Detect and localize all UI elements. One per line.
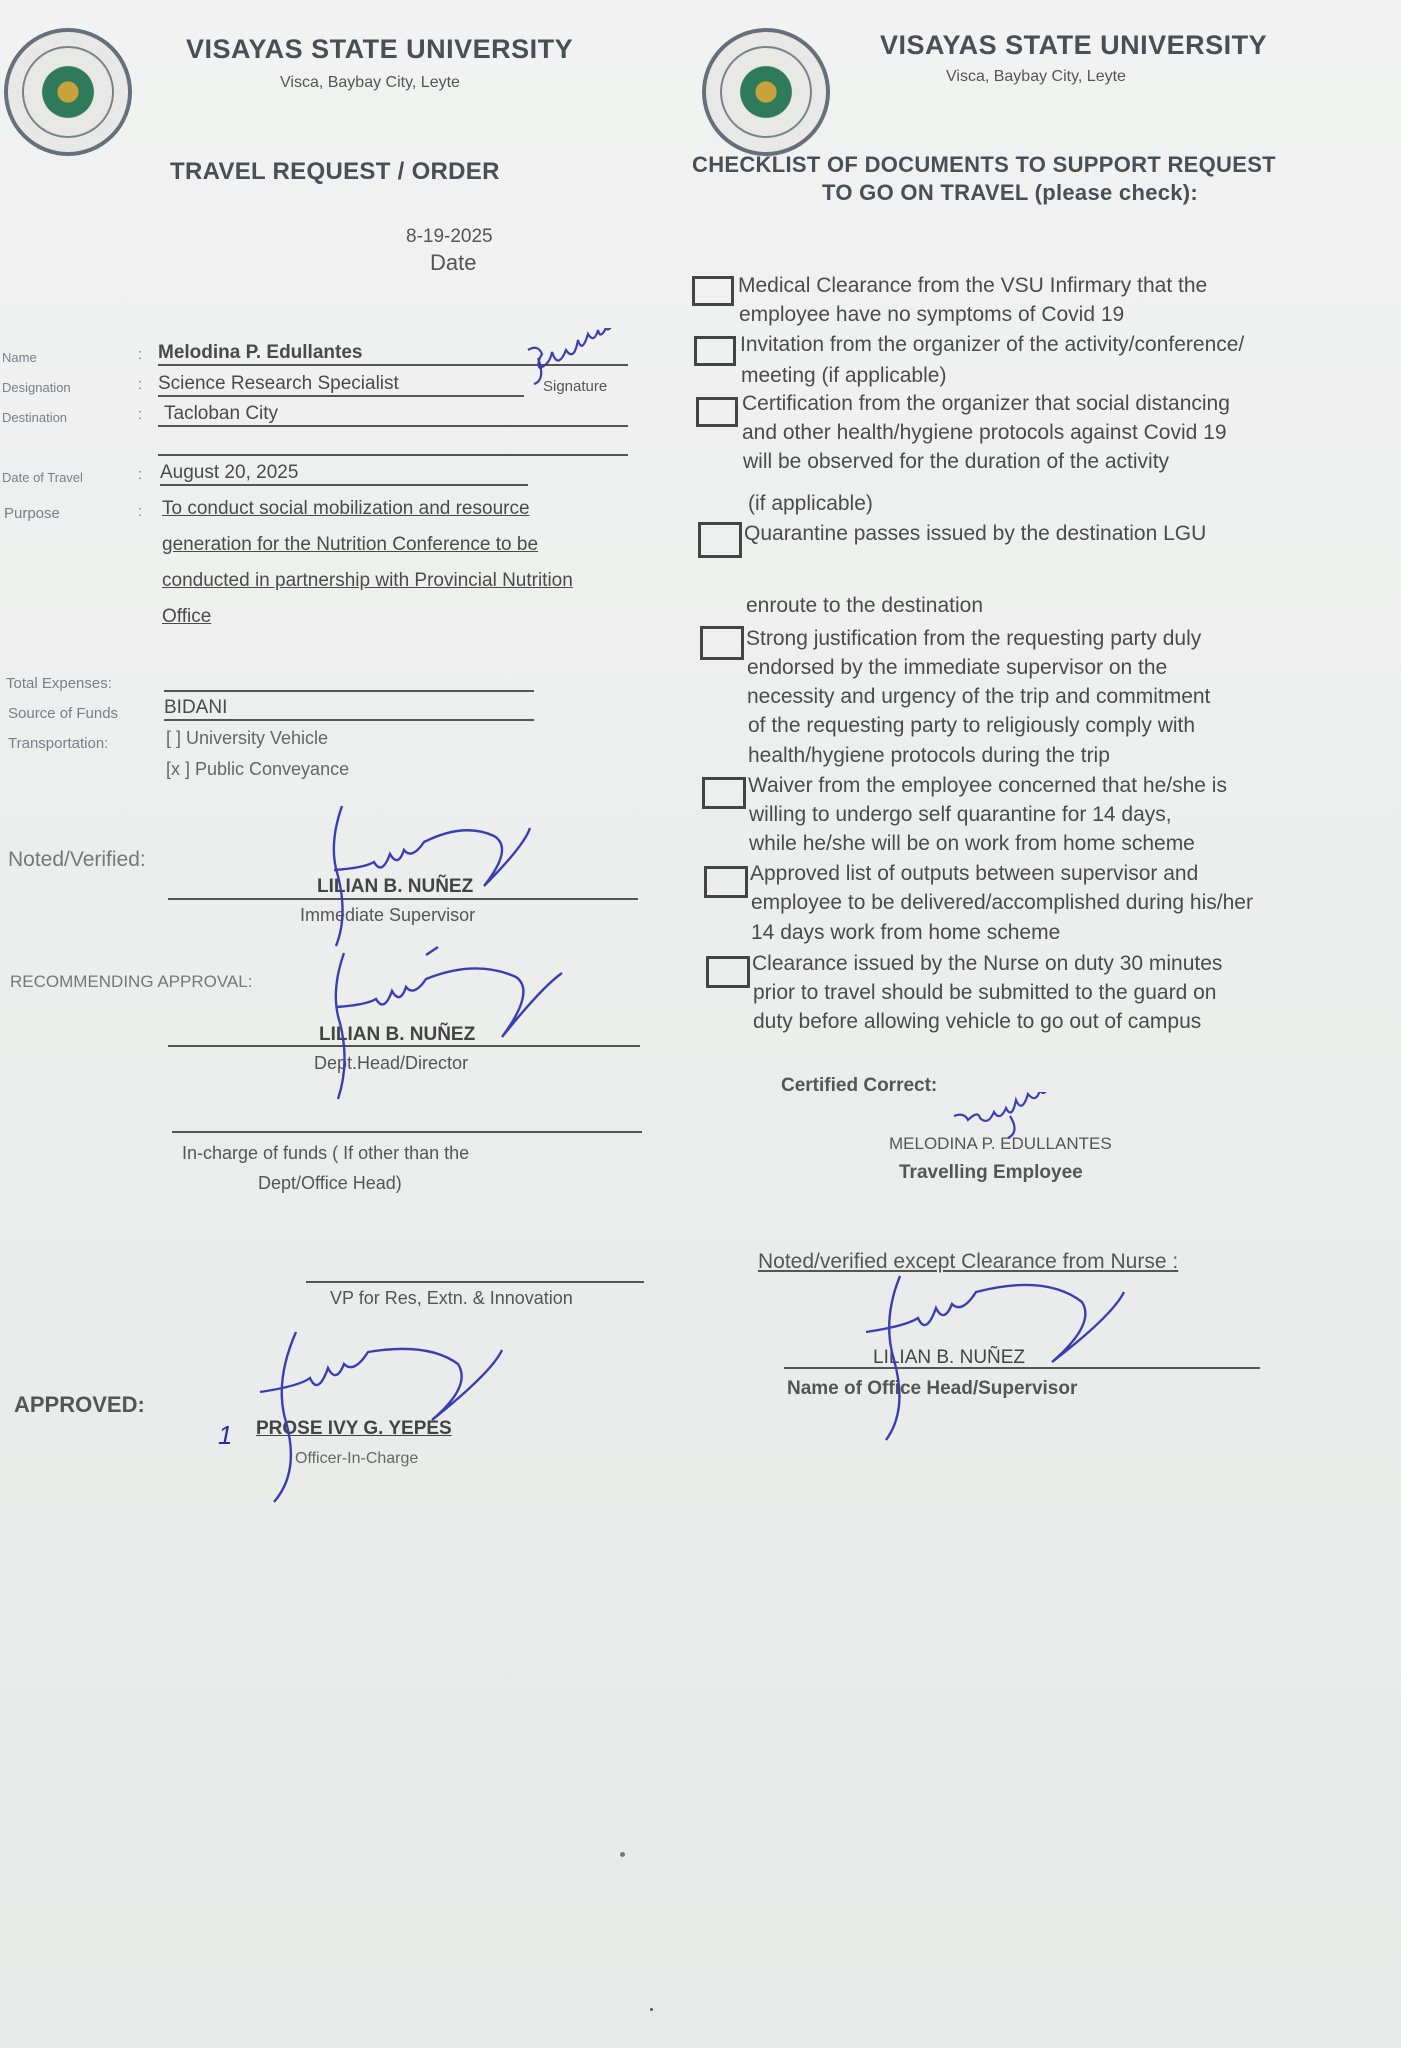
vp-title: VP for Res, Extn. & Innovation [330, 1288, 573, 1308]
total-expenses-label: Total Expenses: [6, 675, 112, 692]
purpose-line-1: To conduct social mobilization and resource [162, 498, 530, 519]
form-title: TRAVEL REQUEST / ORDER [170, 158, 500, 185]
designation-value: Science Research Specialist [158, 373, 524, 397]
noted-verified-except-label: Noted/verified except Clearance from Nurse : [758, 1250, 1179, 1273]
checklist-item-3-line-2: and other health/hygiene protocols against Covid 19 [742, 421, 1227, 444]
vp-sign-line [306, 1281, 644, 1283]
name-value: Melodina P. Edullantes [158, 342, 628, 366]
transport-option-public: [x ] Public Conveyance [166, 759, 350, 779]
checklist-item-6-line-2: willing to undergo self quarantine for 14 days, [749, 803, 1172, 826]
checklist-item-5-line-3: necessity and urgency of the trip and commitment [747, 685, 1211, 708]
supervisor-title: Immediate Supervisor [300, 905, 476, 925]
travelling-employee-title: Travelling Employee [899, 1162, 1083, 1183]
source-of-funds-label: Source of Funds [8, 705, 119, 722]
checklist-item-8-line-2: prior to travel should be submitted to the guard on [753, 981, 1217, 1004]
incharge-sign-line [172, 1131, 642, 1133]
vsu-seal-logo-left [4, 28, 132, 156]
recommending-approval-label: RECOMMENDING APPROVAL: [10, 972, 253, 991]
checkbox-approved-outputs[interactable] [704, 866, 748, 898]
checklist-title-line-2: TO GO ON TRAVEL (please check): [822, 180, 1199, 205]
checklist-item-8-line-3: duty before allowing vehicle to go out of campus [753, 1010, 1202, 1033]
office-head-title: Name of Office Head/Supervisor [787, 1378, 1078, 1399]
destination-label: Destination [2, 410, 68, 425]
university-name-right: VISAYAS STATE UNIVERSITY [880, 30, 1268, 60]
checklist-item-1-line-1: Medical Clearance from the VSU Infirmary that the [738, 274, 1208, 297]
noted-verified-label: Noted/Verified: [8, 848, 146, 871]
approver-title: Officer-In-Charge [295, 1450, 419, 1467]
checkbox-strong-justification[interactable] [700, 626, 744, 660]
supervisor-name: LILIAN B. NUÑEZ [317, 876, 474, 897]
transportation-label: Transportation: [8, 735, 109, 752]
colon: : [138, 406, 143, 423]
university-name-left: VISAYAS STATE UNIVERSITY [186, 34, 574, 64]
checklist-item-3-line-1: Certification from the organizer that social distancing [742, 392, 1230, 415]
office-head-name: LILIAN B. NUÑEZ [873, 1347, 1026, 1368]
colon: : [138, 346, 143, 363]
purpose-label: Purpose [4, 505, 60, 522]
checklist-item-5-line-4: of the requesting party to religiously comply with [748, 714, 1196, 737]
signature-label: Signature [543, 378, 608, 395]
travelling-employee-name: MELODINA P. EDULLANTES [889, 1134, 1112, 1153]
total-expenses-line [164, 690, 534, 692]
purpose-line-4: Office [162, 606, 212, 627]
paper-speck [620, 1852, 625, 1857]
checklist-item-7-line-2: employee to be delivered/accomplished during his/her [751, 891, 1253, 914]
date-value: 8-19-2025 [406, 226, 493, 247]
checklist-item-2-line-2: meeting (if applicable) [741, 364, 947, 387]
designation-label: Designation [2, 380, 71, 395]
university-address-right: Visca, Baybay City, Leyte [946, 68, 1126, 85]
colon: : [138, 503, 143, 520]
checkbox-waiver[interactable] [702, 777, 746, 809]
incharge-title-line-1: In-charge of funds ( If other than the [182, 1143, 470, 1163]
checklist-item-8-line-1: Clearance issued by the Nurse on duty 30 minutes [752, 952, 1223, 975]
name-label: Name [2, 350, 37, 365]
checklist-item-5-line-5: health/hygiene protocols during the trip [748, 744, 1110, 767]
supervisor-signature [300, 800, 540, 950]
incharge-title-line-2: Dept/Office Head) [258, 1173, 402, 1193]
university-address-left: Visca, Baybay City, Leyte [280, 74, 460, 91]
checklist-item-6-line-3: while he/she will be on work from home scheme [749, 832, 1195, 855]
dept-head-title: Dept.Head/Director [314, 1053, 469, 1073]
approver-name: PROSE IVY G. YEPES [256, 1418, 452, 1439]
approver-prefix-mark: 1 [218, 1420, 233, 1450]
checklist-item-5-line-2: endorsed by the immediate supervisor on the [747, 656, 1168, 679]
checklist-item-7-line-1: Approved list of outputs between supervisor and [750, 862, 1199, 885]
colon: : [138, 466, 143, 483]
checklist-title-line-1: CHECKLIST OF DOCUMENTS TO SUPPORT REQUEST [692, 152, 1276, 177]
checkbox-nurse-clearance[interactable] [706, 956, 750, 988]
colon: : [138, 376, 143, 393]
date-of-travel-label: Date of Travel [2, 470, 83, 485]
destination-value: Tacloban City [158, 403, 628, 427]
checkbox-invitation[interactable] [694, 336, 736, 366]
vsu-seal-logo-right [702, 28, 830, 156]
checklist-item-3-line-4: (if applicable) [748, 492, 873, 515]
checklist-item-4-line-1: Quarantine passes issued by the destination LGU [744, 522, 1207, 545]
checklist-item-7-line-3: 14 days work from home scheme [751, 921, 1061, 944]
source-of-funds-value: BIDANI [164, 697, 534, 721]
transport-option-university: [ ] University Vehicle [166, 728, 329, 748]
checklist-item-4-line-3: enroute to the destination [746, 594, 984, 617]
approved-label: APPROVED: [14, 1392, 145, 1417]
certified-correct-label: Certified Correct: [781, 1075, 938, 1096]
checkbox-certification-distancing[interactable] [696, 397, 738, 427]
checklist-item-1-line-2: employee have no symptoms of Covid 19 [739, 303, 1125, 326]
checklist-item-2-line-1: Invitation from the organizer of the activity/conference/ [740, 333, 1245, 356]
date-label: Date [430, 250, 477, 275]
checkbox-medical-clearance[interactable] [692, 276, 734, 306]
checklist-item-5-line-1: Strong justification from the requesting party duly [746, 627, 1202, 650]
supervisor-sign-line [168, 898, 638, 900]
purpose-line-2: generation for the Nutrition Conference to be [162, 534, 539, 555]
paper-speck [650, 2008, 653, 2011]
date-of-travel-value: August 20, 2025 [160, 462, 528, 486]
checkbox-quarantine-passes[interactable] [698, 522, 742, 558]
checklist-item-6-line-1: Waiver from the employee concerned that he/she is [748, 774, 1227, 797]
dept-head-name: LILIAN B. NUÑEZ [319, 1024, 476, 1045]
purpose-line-3: conducted in partnership with Provincial Nutrition [162, 570, 573, 591]
blank-line [158, 452, 628, 456]
checklist-item-3-line-3: will be observed for the duration of the activity [743, 450, 1170, 473]
